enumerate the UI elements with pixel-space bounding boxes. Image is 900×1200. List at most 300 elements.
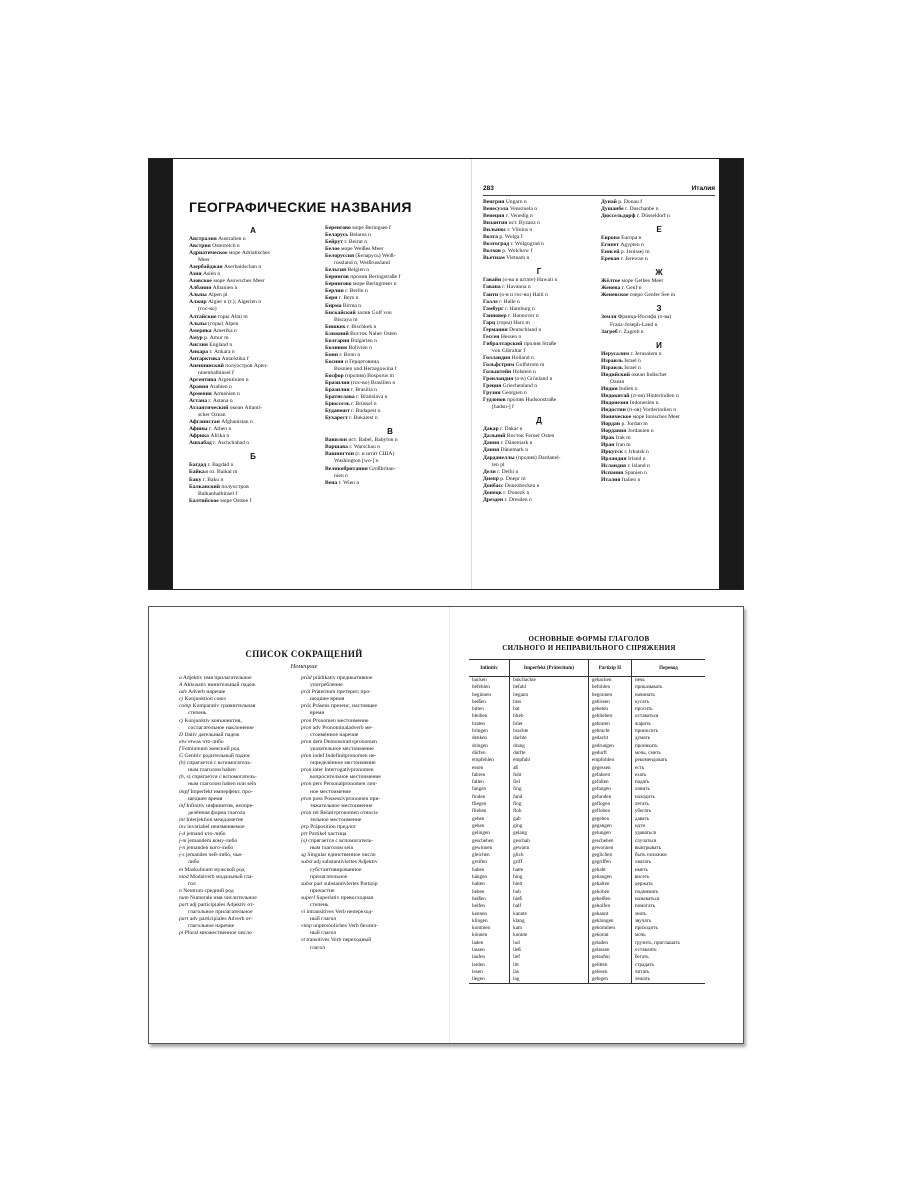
table-cell: gleichen	[469, 852, 510, 859]
entry-headword: Азербайджан	[189, 264, 223, 271]
abbreviation-entry: субстантивированное	[310, 866, 362, 873]
table-cell: помогать	[634, 903, 655, 910]
table-cell: приходить	[634, 925, 658, 932]
abbreviation-key: subst	[301, 859, 313, 866]
table-cell: geschah	[510, 838, 589, 845]
entry-headword: Изра́иль	[601, 364, 623, 371]
abbreviation-entry: inv invariabel неизменяемое	[179, 823, 245, 830]
entry-headword: Братисла́ва	[325, 394, 355, 401]
dictionary-entry: Ира́к Irak m	[601, 435, 631, 442]
abbreviation-entry: f Femininum женский род	[179, 745, 240, 752]
table-cell: висеть	[634, 874, 650, 881]
table-cell: bleiben	[469, 713, 510, 720]
dictionary-entry: Великобрита́ния Großbritan-	[325, 465, 396, 472]
entry-headword: Вашингто́н	[325, 451, 354, 458]
table-cell: звучать	[634, 917, 652, 924]
table-cell: давать	[634, 815, 649, 822]
entry-headword: Ирку́тск	[601, 449, 623, 456]
table-cell: gewinnen	[469, 845, 510, 852]
table-cell: geklungen	[588, 918, 631, 925]
table-cell: gefallen	[588, 779, 631, 786]
dictionary-entry: Иорда́ния Jordanien n	[601, 428, 654, 435]
entry-headword: Гольфстри́м	[483, 361, 515, 368]
table-row	[469, 684, 705, 691]
table-row	[469, 779, 705, 786]
entry-headword: Англия	[189, 341, 208, 348]
table-cell: gelaufen	[588, 954, 631, 961]
table-cell: geheißen	[588, 896, 631, 903]
table-cell: durfte	[510, 750, 589, 757]
abbreviation-key: vi	[301, 909, 306, 916]
abbreviations-column-2	[301, 675, 431, 952]
dictionary-entry: Будапе́шт г. Budapest n	[325, 408, 381, 415]
entry-headword: Ве́нгрия	[483, 199, 505, 205]
abbreviation-key: prp	[301, 823, 309, 830]
abbreviation-key: j-d	[179, 831, 186, 838]
entry-headword: Ве́на	[325, 479, 338, 486]
table-row	[469, 969, 705, 976]
table-row	[469, 947, 705, 954]
abbreviation-entry: G Genitiv родительный падеж	[179, 753, 250, 760]
dictionary-entry: Вашингто́н (г. и штат США)	[325, 451, 395, 458]
table-cell: fand	[510, 794, 589, 801]
abbreviation-key: pron	[301, 717, 312, 724]
dictionary-entry: Босфор (пролив) Bosporus m	[325, 372, 395, 379]
section-letter: В	[387, 427, 393, 437]
dictionary-entry: Да́ния Dänemark n	[483, 447, 529, 454]
dictionary-entry: Донба́сс Donezbecken n	[483, 482, 540, 489]
table-row	[469, 692, 705, 699]
dictionary-entry: von Gibraltar f	[492, 347, 526, 354]
dictionary-entry: Берингов пролив Beringstraße f	[325, 274, 401, 281]
table-cell: geflogen	[588, 801, 631, 808]
table-row	[469, 706, 705, 713]
table-cell: gekannt	[588, 911, 631, 918]
table-cell: geladen	[588, 940, 631, 947]
table-cell: оставлять	[634, 946, 657, 953]
abbreviation-key: D	[179, 731, 184, 738]
dictionary-entry: Брюссе́ль г. Brüssel n	[325, 401, 377, 408]
dictionary-entry: Индонези́я Indonesien n	[601, 399, 659, 406]
dictionary-entry: Ве́нгрия Ungarn n	[483, 199, 527, 205]
section-letter: З	[656, 304, 662, 314]
abbreviation-entry: употребление	[310, 682, 343, 689]
abbreviation-key: m	[179, 866, 184, 873]
running-head	[483, 185, 715, 196]
table-cell: gegessen	[588, 765, 631, 772]
dictionary-entry: Meer	[198, 257, 210, 264]
entry-headword: Аме́рика	[189, 327, 212, 334]
dictionary-entry: nien n	[334, 472, 348, 479]
abbreviation-entry: prp Präposition предлог	[301, 823, 356, 830]
dictionary-entry: Ира́н Iran m	[601, 442, 631, 449]
dictionary-entry: Бейру́т г. Beirut n	[325, 239, 368, 246]
table-cell: fallen	[469, 779, 510, 786]
entry-headword: Испа́ния	[601, 470, 624, 477]
abbreviation-entry: D Dativ дательный падеж	[179, 731, 240, 738]
entry-headword: Африка	[189, 433, 209, 440]
dictionary-entry: Антарктика Antarktika f	[189, 355, 249, 362]
table-cell: haben	[469, 867, 510, 874]
dictionary-entry: Жене́ва г. Genf n	[601, 285, 642, 292]
entry-headword: Га́лле	[483, 298, 498, 305]
entry-headword: Амур	[189, 334, 203, 341]
table-cell: befohlen	[588, 684, 631, 691]
table-cell: leiden	[469, 962, 510, 969]
table-cell: denken	[469, 735, 510, 742]
abbreviation-key: vt	[301, 937, 306, 944]
dictionary-entry: Жене́вское о́зеро Genfer See m	[601, 292, 676, 299]
entry-headword: Еги́пет	[601, 242, 619, 249]
table-cell: bitten	[469, 706, 510, 713]
table-cell: litt	[510, 962, 589, 969]
entry-headword: Гудзо́нов	[483, 397, 506, 404]
entry-headword: Жене́ва	[601, 285, 621, 292]
dictionary-entry: Да́льний Восто́к Ferner Osten	[483, 433, 555, 440]
right-black-edge	[719, 159, 743, 589]
entry-headword: Да́ния	[483, 440, 500, 447]
table-cell: blieb	[510, 713, 589, 720]
dictionary-entry: Га́мбург г. Hamburg n	[483, 305, 535, 312]
entry-headword: Бе́ренгово	[325, 225, 351, 231]
dictionary-entry: Bosnien und Herzegowina f	[334, 365, 397, 372]
table-cell: случаться	[634, 837, 657, 844]
entry-headword: Гренла́ндия	[483, 376, 514, 383]
dictionary-entry: Индия Indien n	[601, 385, 638, 392]
dictionary-entry: Ара́вия Arabien n	[189, 383, 232, 390]
table-cell: идти	[634, 822, 646, 829]
entry-headword: Ита́лия	[601, 477, 621, 484]
abbreviation-entry: ное местоимение	[310, 788, 352, 795]
dictionary-entry: Изра́иль Israel n	[601, 364, 641, 371]
dictionary-entry: Ита́лия Italien n	[601, 477, 641, 484]
dictionary-entry: Братисла́ва г. Bratislava n	[325, 394, 388, 401]
entry-headword: Душанбе́	[601, 206, 624, 213]
table-cell: flog	[510, 801, 589, 808]
abbreviation-entry: j-d jemand кто-либо	[179, 831, 226, 838]
entry-headword: Адриатическое	[189, 250, 228, 257]
dictionary-entry: Алжир Algier n (г.); Algerien n	[189, 299, 262, 306]
entry-headword: Гава́на	[483, 284, 501, 291]
dictionary-entry: Ионическое мо́ре Ionisches Meer	[601, 414, 680, 421]
table-cell: lief	[510, 954, 589, 961]
dictionary-entry: Адриатическое мо́ре Adriatisches	[189, 250, 270, 257]
table-cell: floh	[510, 808, 589, 815]
table-row	[469, 750, 705, 757]
verb-table-title	[469, 635, 709, 653]
entry-headword: Га́мбург	[483, 305, 504, 312]
abbreviation-key: (s)	[301, 838, 307, 845]
table-cell: kam	[510, 925, 589, 932]
entry-headword: Багда́д	[189, 462, 207, 469]
entry-headword: Бе́лое	[325, 246, 340, 253]
dictionary-entry: [hadsn-] f	[492, 404, 514, 411]
table-cell: gewann	[510, 845, 589, 852]
abbreviation-entry: A Akkusativ винительный падеж	[179, 682, 256, 689]
dictionary-entry: Брази́лия г. Brasilia n	[325, 387, 377, 394]
dictionary-entry: Алта́йские го́ры Altai m	[189, 313, 248, 320]
entry-headword: Великобрита́ния	[325, 465, 368, 472]
dictionary-entry: Доне́цк г. Donezk n	[483, 489, 530, 496]
entry-headword: Изра́иль	[601, 357, 623, 364]
table-cell: летать	[634, 801, 649, 808]
table-cell: держать	[634, 881, 653, 888]
abbreviation-entry: время	[310, 710, 325, 717]
entry-headword: Антарктика	[189, 355, 221, 362]
dictionary-entry: Инди́йский океа́н Indischer	[601, 371, 668, 378]
entry-headword: Дака́р	[483, 426, 499, 433]
abbreviation-key: G	[179, 753, 184, 760]
abbreviation-key: inf	[179, 802, 185, 809]
dictionary-entry: Африка Afrika n	[189, 433, 230, 440]
abbreviation-key: prät	[301, 689, 311, 696]
dictionary-entry: Вене́ция г. Venedig n	[483, 213, 533, 220]
table-cell: проникать	[634, 742, 658, 749]
dictionary-entry: Варша́ва г. Warschau n	[325, 444, 380, 451]
table-cell: gehoben	[588, 889, 631, 896]
dictionary-entry: Бирма Birma n	[325, 302, 362, 309]
entry-headword: Афины	[189, 426, 208, 433]
abbreviation-entry: etw etwas что-либо	[179, 738, 224, 745]
abbreviation-entry: prt Partikel частица	[301, 831, 347, 838]
table-cell: gegangen	[588, 823, 631, 830]
table-cell: рекомендовать	[634, 757, 668, 764]
dictionary-entry: Афины г. Athen n	[189, 426, 232, 433]
table-cell: удаваться	[634, 830, 656, 837]
abbreviation-entry: pron adv Pronominaladverb ме-	[301, 724, 373, 731]
table-cell: быть похожим	[634, 852, 667, 859]
dictionary-entry: Balkanhalbinsel f	[198, 490, 238, 497]
dictionary-entry: Дре́зден г. Dresden n	[483, 496, 532, 503]
abbreviation-entry: сослагательное наклонение	[188, 724, 254, 731]
entry-headword: Гольште́йн	[483, 369, 512, 376]
abbreviation-entry: pl Plural множественное число	[179, 930, 252, 937]
entry-headword: Да́ния	[483, 447, 500, 454]
abbreviation-entry: глагол	[310, 944, 325, 951]
table-cell: geglichen	[588, 852, 631, 859]
dictionary-entry: Да́ния г. Dänemark n	[483, 440, 533, 447]
table-cell: lesen	[469, 969, 510, 976]
entry-headword: Византия	[483, 220, 508, 227]
dictionary-entry: Ирку́тск г. Irkutsk n	[601, 449, 649, 456]
dictionary-entry: Багда́д г. Bagdad n	[189, 462, 234, 469]
table-cell: думать	[634, 735, 651, 742]
entry-headword: Вавило́н	[325, 437, 347, 444]
dictionary-entry: Бишке́к г. Bischkek n	[325, 323, 377, 330]
table-cell: begann	[510, 692, 589, 699]
abbreviation-key: pron	[301, 753, 312, 760]
geography-column-4	[601, 199, 717, 485]
entry-headword: Жёлтое	[601, 278, 621, 285]
dictionary-entry: russland n, Weißrussland	[334, 260, 390, 267]
table-row	[469, 911, 705, 918]
abbreviation-entry: j-m jemandem кому-либо	[179, 838, 238, 845]
entry-headword: Исла́ндия	[601, 463, 627, 470]
table-cell: braten	[469, 721, 510, 728]
table-row	[469, 757, 705, 764]
geography-spread	[148, 158, 744, 590]
entry-headword: Донба́сс	[483, 482, 504, 489]
dictionary-entry: Бо́сния и Герцегови́на	[325, 358, 379, 365]
table-cell: лежать	[631, 976, 705, 984]
abbreviations-subtitle: Немецкие	[290, 663, 318, 670]
entry-headword: Боли́вия	[325, 344, 348, 351]
entry-headword: Бонн	[325, 351, 338, 358]
dictionary-entry: Аме́рика Amerika n	[189, 327, 237, 334]
table-cell: оставаться	[634, 713, 659, 720]
entry-headword: Аргентина	[189, 376, 217, 383]
abbreviation-key: a	[179, 675, 182, 681]
abbreviation-key: A	[179, 682, 183, 689]
abbreviation-entry: вопросительное местоимение	[310, 774, 381, 781]
table-row	[469, 881, 705, 888]
table-cell: gedrungen	[588, 743, 631, 750]
table-cell: kannte	[510, 911, 589, 918]
dictionary-entry: Балка́нский полуо́стров	[189, 483, 249, 490]
dictionary-entry: Biscaya m	[334, 316, 358, 323]
dictionary-entry: Амур р. Amur m	[189, 334, 229, 341]
table-cell: gebeten	[588, 706, 631, 713]
table-cell: gelungen	[588, 830, 631, 837]
entry-headword: Дюссельдо́рф	[601, 213, 636, 220]
abbreviation-entry: pron rel Relativpronomen относи-	[301, 809, 379, 816]
dictionary-entry: Бонн г. Bonn n	[325, 351, 361, 358]
table-cell: gebacken	[588, 677, 631, 685]
table-cell: бегать	[634, 954, 649, 961]
table-cell: kommen	[469, 925, 510, 932]
dictionary-entry: Албания Albanien n	[189, 285, 238, 292]
entry-headword: Вене́ция	[483, 213, 505, 220]
table-cell: heben	[469, 889, 510, 896]
table-cell: находить	[634, 793, 655, 800]
table-row	[469, 728, 705, 735]
abbreviation-entry: comp Komparativ сравнительная	[179, 703, 256, 710]
abbreviation-key: j-n	[179, 845, 186, 852]
table-cell: hängen	[469, 874, 510, 881]
abbreviation-key: pron	[301, 809, 312, 816]
dictionary-entry: Иерусали́м г. Jerusalem n	[601, 350, 662, 357]
table-cell: знать	[634, 910, 647, 917]
dictionary-entry: Герма́ния Deutschland n	[483, 326, 542, 333]
table-cell: gedurft	[588, 750, 631, 757]
dictionary-entry: Белору́ссия (Белару́сь) Weiß-	[325, 253, 396, 260]
entry-headword: Ганно́вер	[483, 312, 507, 319]
entry-headword: Альпы	[189, 292, 207, 299]
abbreviation-entry: глагольное наречие	[188, 923, 235, 930]
entry-headword: Дре́зден	[483, 496, 504, 503]
dictionary-entry: Гру́зия Georgien n	[483, 390, 527, 397]
table-row	[469, 918, 705, 925]
abbreviation-key: part	[179, 902, 189, 908]
dictionary-entry: Голла́ндия Holland n	[483, 354, 534, 361]
entry-headword: Брази́лия	[325, 380, 350, 387]
verb-column-header: Перевод	[631, 660, 705, 677]
table-cell: kennen	[469, 911, 510, 918]
entry-headword: Голла́ндия	[483, 354, 511, 361]
table-cell: просить	[634, 706, 653, 713]
table-cell: können	[469, 932, 510, 939]
verb-table-header	[469, 660, 705, 677]
dictionary-entry: Брази́лия (гос-во) Brasilien n	[325, 380, 396, 387]
entry-headword: Гибралта́рский	[483, 340, 523, 347]
dictionary-entry: Болга́рия Bulgarien n	[325, 337, 377, 344]
entry-headword: Бейру́т	[325, 239, 343, 246]
table-cell: gehabt	[588, 867, 631, 874]
dictionary-entry: Ирла́ндия Irland n	[601, 456, 646, 463]
abbreviation-key: etw	[179, 738, 187, 745]
table-cell: gebracht	[588, 728, 631, 735]
abbreviation-entry: ный глагол	[310, 930, 337, 937]
abbreviation-entry: ным глаголом haben	[188, 767, 236, 774]
entry-headword: Бирма	[325, 302, 342, 309]
dictionary-entry: Дюссельдо́рф г. Düsseldorf n	[601, 213, 670, 220]
table-cell: gegeben	[588, 816, 631, 823]
table-row	[469, 874, 705, 881]
entry-headword: Евро́па	[601, 235, 620, 242]
entry-headword: Ира́к	[601, 435, 615, 442]
dictionary-entry: Гре́ция Griechenland n	[483, 383, 538, 390]
section-letter: И	[656, 340, 662, 350]
entry-headword: Белору́ссия	[325, 253, 354, 260]
table-cell: griff	[510, 859, 589, 866]
dictionary-entry: Альпы (горы) Alpen	[189, 320, 239, 327]
entry-headword: Болга́рия	[325, 337, 350, 344]
table-cell: glich	[510, 852, 589, 859]
spread-gutter	[449, 607, 450, 1043]
table-row	[469, 859, 705, 866]
entry-headword: Берингово	[325, 281, 352, 288]
table-cell: drang	[510, 743, 589, 750]
section-letter: Д	[536, 416, 542, 426]
abbreviation-entry: j-n jemanden кого-либо	[179, 845, 234, 852]
entry-headword: Австрия	[189, 243, 211, 250]
abbreviation-entry: subst part substantiviertes Partizip	[301, 880, 378, 887]
entry-headword: Анкара́	[189, 348, 209, 355]
table-row	[469, 823, 705, 830]
table-cell: поднимать	[634, 888, 659, 895]
abbreviation-entry: pron poss Possessivpronomen при-	[301, 795, 381, 802]
table-cell: ехать	[634, 771, 647, 778]
entry-headword: Индости́н	[601, 406, 626, 413]
entry-headword: Атланти́ческий	[189, 405, 229, 412]
abbreviation-key: impf	[179, 788, 189, 795]
dictionary-entry: За́греб г. Zagreb n	[601, 328, 644, 335]
entry-headword: Днепр	[483, 475, 499, 482]
abbreviation-entry: int Interjektion междометие	[179, 816, 244, 823]
abbreviation-entry: inf Infinitiv инфинитив, неопре-	[179, 802, 254, 809]
table-cell: lag	[510, 976, 589, 984]
table-cell: klang	[510, 918, 589, 925]
table-cell: приказывать	[634, 684, 663, 691]
table-cell: geschehen	[588, 838, 631, 845]
entry-headword: Волгогра́д	[483, 241, 510, 248]
dictionary-entry: Индости́н (п-ов) Vorderindien n	[601, 406, 677, 413]
dictionary-entry: Дуна́й р. Donau f	[601, 199, 643, 205]
entry-headword: Доне́цк	[483, 489, 502, 496]
section-letter: Г	[536, 267, 542, 277]
table-cell: gelitten	[588, 962, 631, 969]
verb-title-line-1: ОСНОВНЫЕ ФОРМЫ ГЛАГОЛОВ	[528, 635, 650, 643]
abbreviation-entry: шедшее время	[188, 795, 223, 802]
geography-column-3	[483, 199, 595, 504]
entry-headword: Армения	[189, 391, 212, 398]
entry-headword: Алжир	[189, 299, 207, 306]
abbreviation-key: pron	[301, 724, 312, 731]
abbreviation-entry: impf Imperfekt имперфект, про-	[179, 788, 253, 795]
abbreviation-entry: (s) спрягается с вспомогатель-	[301, 838, 374, 845]
left-black-edge	[149, 159, 173, 589]
abbreviation-key: (h)	[179, 760, 186, 767]
